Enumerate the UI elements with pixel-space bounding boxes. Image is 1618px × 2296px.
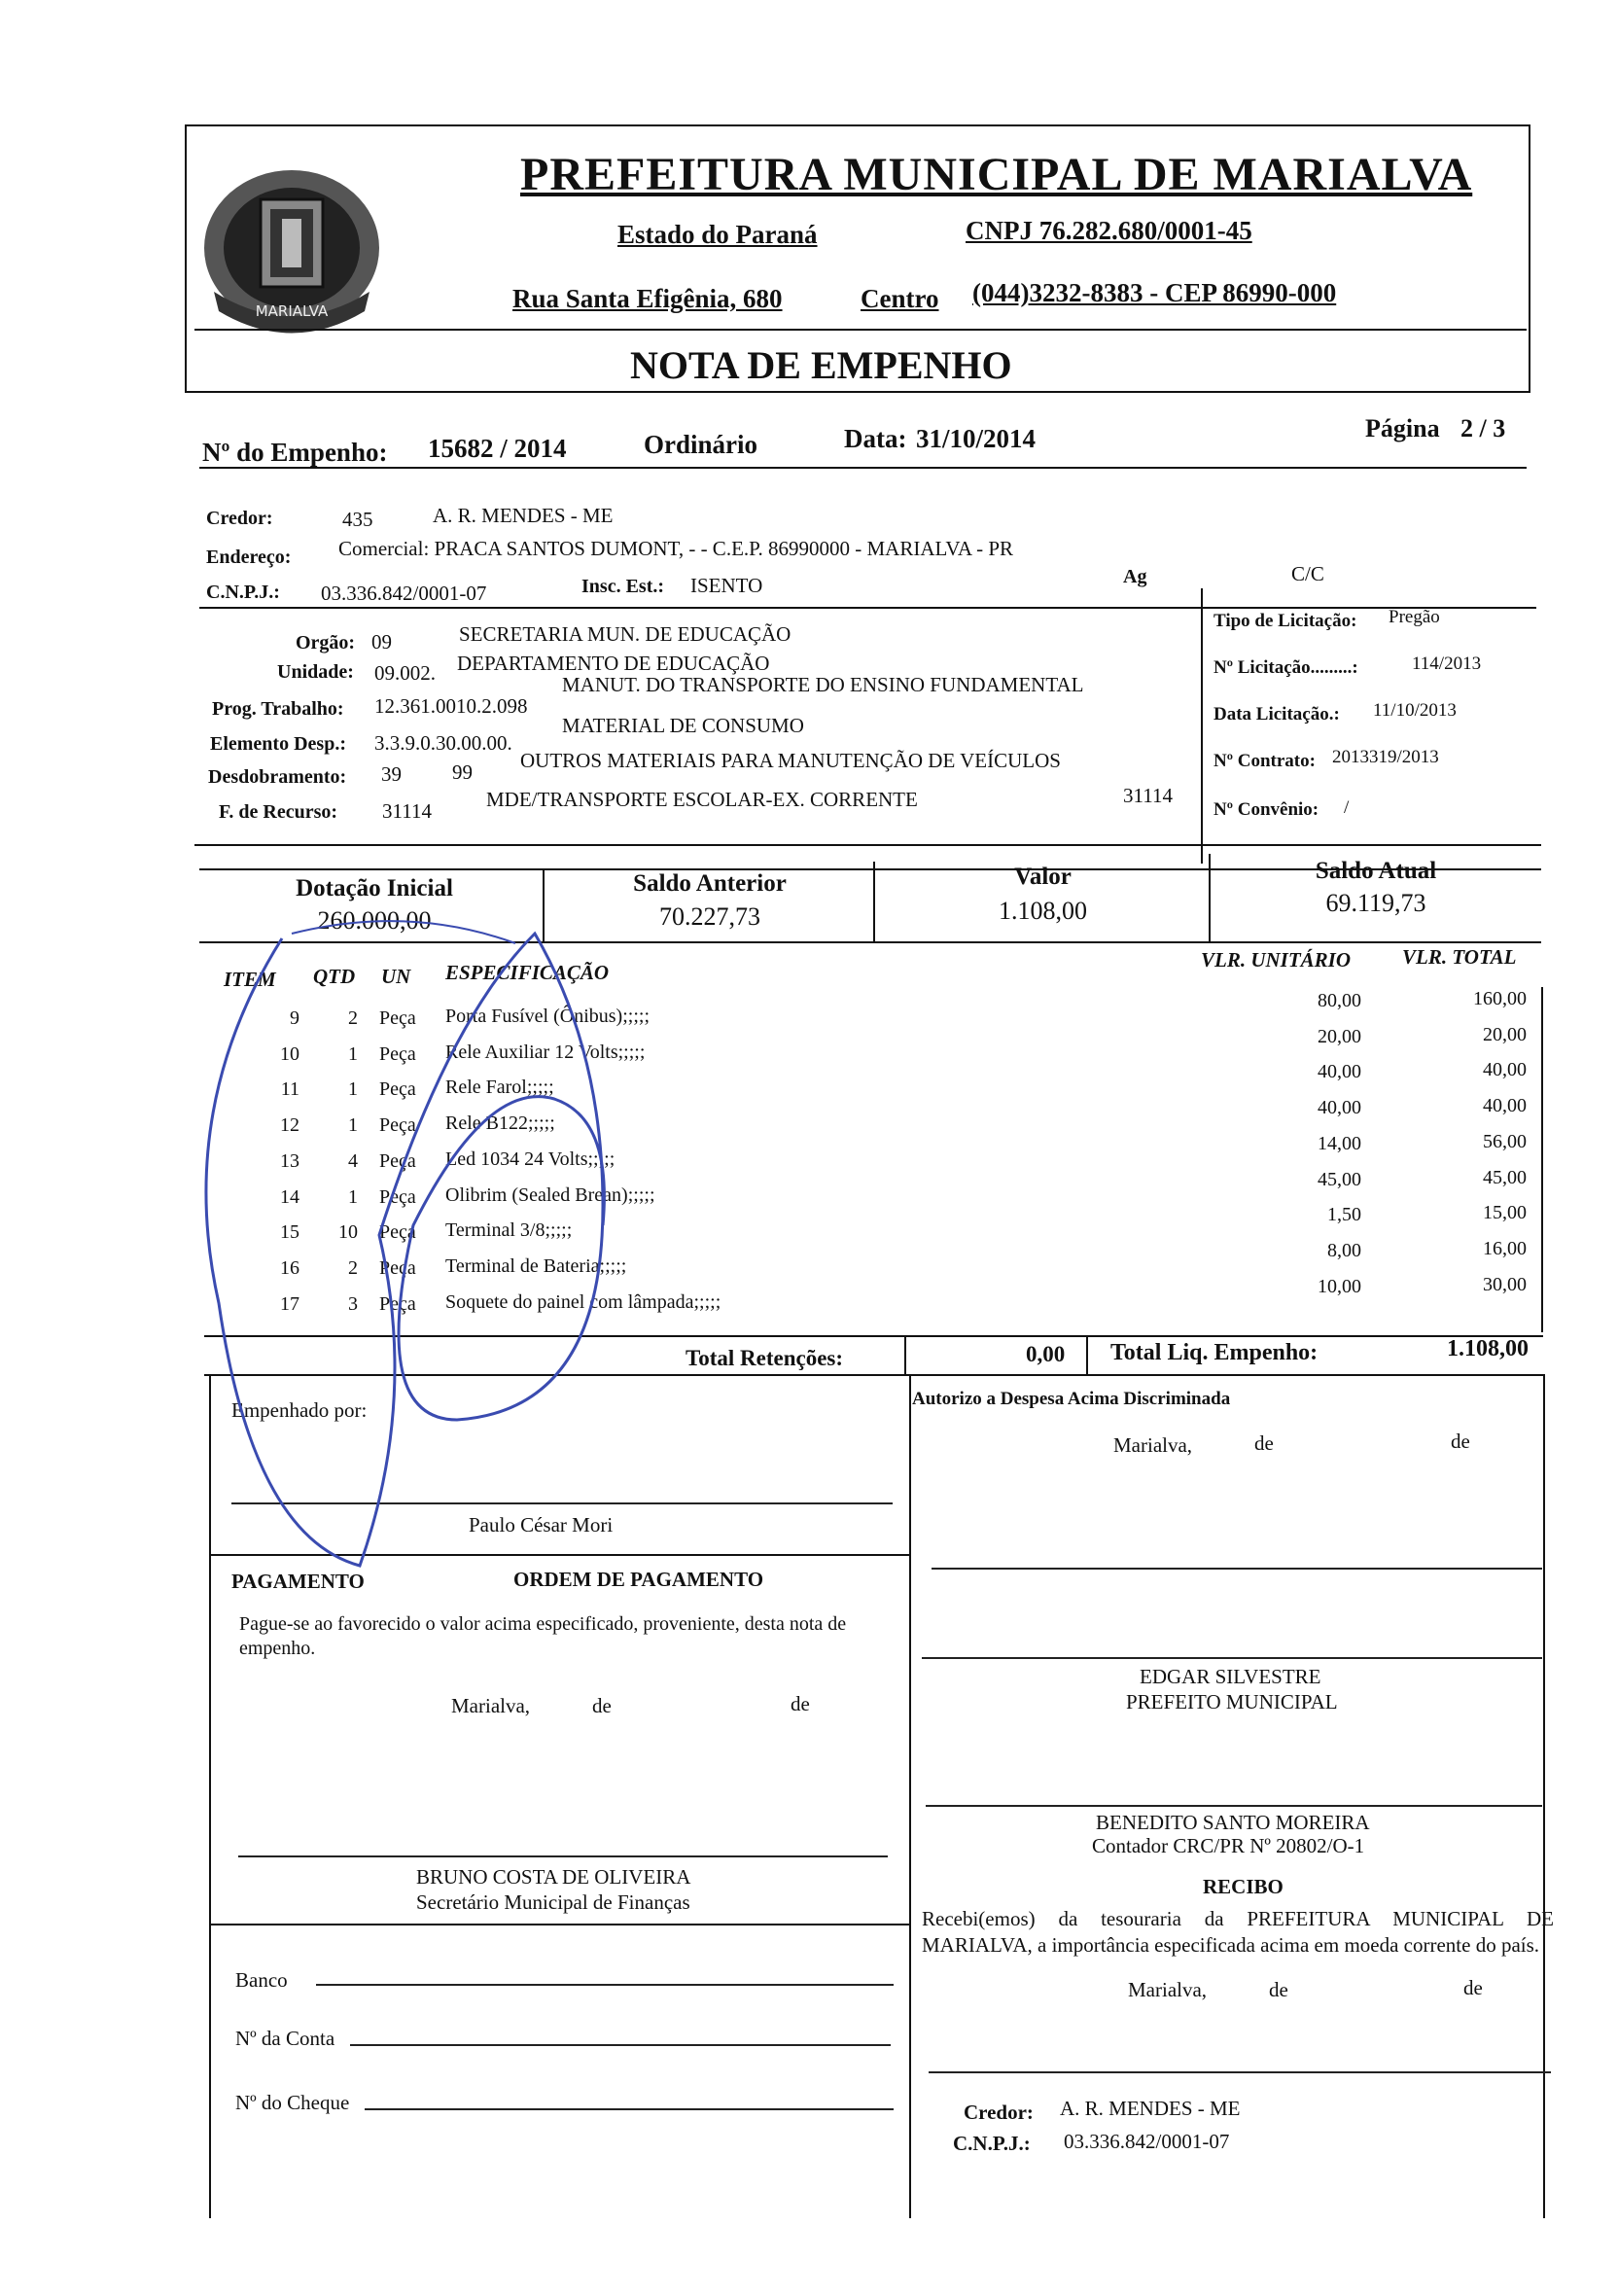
state-label: Estado do Paraná (617, 220, 818, 249)
col-item-header: ITEM (224, 968, 276, 991)
autorizo-local: Marialva, (1113, 1433, 1193, 1457)
recibo-credor-label: Credor: (964, 2101, 1034, 2124)
total-retencoes-value: 0,00 (1026, 1342, 1066, 1366)
contador-role: Contador CRC/PR Nº 20802/O-1 (1092, 1834, 1365, 1857)
col-qtd-header: QTD (313, 965, 356, 988)
endereco-label: Endereço: (206, 547, 292, 568)
licitacao-data: 11/10/2013 (1373, 700, 1457, 721)
valor-label: Valor (1014, 864, 1072, 890)
item-item: 13 (280, 1150, 299, 1172)
conta-label: Nº da Conta (235, 2027, 335, 2050)
total-liq-label: Total Liq. Empenho: (1110, 1340, 1319, 1365)
item-total: 15,00 (1483, 1202, 1527, 1223)
item-item: 11 (280, 1078, 299, 1100)
recibo-cnpj-label: C.N.P.J.: (953, 2132, 1031, 2155)
recibo-local: Marialva, (1128, 1978, 1208, 2001)
item-item: 15 (280, 1221, 299, 1243)
recibo-de-1: de (1269, 1978, 1288, 2001)
district-label: Centro (861, 284, 939, 313)
item-un: Peça (379, 1078, 416, 1100)
item-total: 30,00 (1483, 1274, 1527, 1295)
coat-of-arms-icon (194, 156, 389, 350)
licitacao-num: 114/2013 (1412, 653, 1482, 674)
item-total: 45,00 (1483, 1167, 1527, 1188)
convenio-label: Nº Convênio: (1214, 799, 1319, 820)
total-liq-value: 1.108,00 (1447, 1336, 1529, 1361)
item-unit: 80,00 (1318, 990, 1361, 1011)
item-item: 10 (280, 1043, 299, 1065)
saldo-anterior-label: Saldo Anterior (633, 870, 787, 897)
prog-label: Prog. Trabalho: (212, 698, 344, 720)
item-unit: 8,00 (1327, 1240, 1361, 1261)
saldo-atual-label: Saldo Atual (1315, 858, 1437, 884)
credor-name: A. R. MENDES - ME (433, 504, 614, 527)
empenho-number: 15682 / 2014 (428, 434, 567, 463)
orgao-name: SECRETARIA MUN. DE EDUCAÇÃO (459, 622, 791, 646)
item-item: 17 (280, 1293, 299, 1315)
endereco-value: Comercial: PRACA SANTOS DUMONT, - - C.E.P. 86990000 - MARIALVA - PR (338, 537, 1014, 560)
item-un: Peça (379, 1257, 416, 1279)
recibo-label: RECIBO (1203, 1875, 1284, 1898)
desdobramento-code1: 39 (381, 762, 402, 786)
item-desc: Soquete do painel com lâmpada;;;;; (445, 1291, 721, 1313)
item-un: Peça (379, 1186, 416, 1208)
insc-label: Insc. Est.: (581, 576, 665, 597)
elemento-name: MATERIAL DE CONSUMO (562, 714, 804, 737)
item-unit: 20,00 (1318, 1026, 1361, 1047)
col-unitario-header: VLR. UNITÁRIO (1201, 948, 1352, 971)
pagamento-label: PAGAMENTO (231, 1570, 365, 1593)
item-qtd: 3 (348, 1293, 358, 1315)
item-total: 160,00 (1473, 988, 1527, 1009)
item-qtd: 2 (348, 1007, 358, 1029)
autorizo-de-2: de (1451, 1430, 1470, 1453)
licitacao-tipo: Pregão (1389, 607, 1440, 627)
item-total: 20,00 (1483, 1024, 1527, 1045)
dotacao-label: Dotação Inicial (296, 875, 453, 901)
banco-label: Banco (235, 1968, 288, 1992)
item-un: Peça (379, 1114, 416, 1136)
col-espec-header: ESPECIFICAÇÃO (445, 961, 610, 984)
cnpj-label: CNPJ 76.282.680/0001-45 (966, 216, 1252, 245)
licitacao-num-label: Nº Licitação.........: (1214, 657, 1358, 678)
credor-label: Credor: (206, 508, 273, 529)
contador-name: BENEDITO SANTO MOREIRA (1096, 1811, 1370, 1834)
item-qtd: 1 (348, 1078, 358, 1100)
item-un: Peça (379, 1007, 416, 1029)
handwritten-signature-icon (194, 914, 681, 1614)
ordem-pagamento-label: ORDEM DE PAGAMENTO (513, 1568, 764, 1591)
item-qtd: 2 (348, 1257, 358, 1279)
ordem-de-2: de (791, 1692, 810, 1715)
seal-text: MARIALVA (255, 302, 329, 320)
item-unit: 14,00 (1318, 1133, 1361, 1154)
item-desc: Terminal 3/8;;;;; (445, 1219, 573, 1241)
convenio-value: / (1344, 797, 1350, 818)
ordem-local: Marialva, (451, 1694, 531, 1717)
phone-cep-label: (044)3232-8383 - CEP 86990-000 (972, 278, 1337, 307)
item-item: 9 (290, 1007, 299, 1029)
col-total-header: VLR. TOTAL (1402, 945, 1517, 969)
item-total: 16,00 (1483, 1238, 1527, 1259)
item-desc: Terminal de Bateria;;;;; (445, 1255, 627, 1277)
fonte-code: 31114 (382, 799, 432, 823)
cheque-label: Nº do Cheque (235, 2091, 350, 2114)
item-total: 56,00 (1483, 1131, 1527, 1152)
empenhado-por-label: Empenhado por: (231, 1398, 368, 1422)
recibo-de-2: de (1463, 1976, 1483, 1999)
page-number-label: Página (1365, 414, 1440, 442)
doc-title: NOTA DE EMPENHO (630, 343, 1012, 387)
licitacao-tipo-label: Tipo de Licitação: (1214, 611, 1357, 631)
empenho-type: Ordinário (644, 430, 758, 459)
empenho-date-label: Data: (844, 424, 907, 453)
col-un-header: UN (381, 965, 411, 988)
unidade-code: 09.002. (374, 661, 436, 685)
recibo-cnpj-value: 03.336.842/0001-07 (1064, 2130, 1230, 2153)
elemento-label: Elemento Desp.: (210, 733, 346, 755)
prefeito-role: PREFEITO MUNICIPAL (1126, 1690, 1338, 1713)
item-unit: 10,00 (1318, 1276, 1361, 1297)
item-unit: 1,50 (1327, 1204, 1361, 1225)
fonte-name: MDE/TRANSPORTE ESCOLAR-EX. CORRENTE (486, 788, 918, 811)
page-title: PREFEITURA MUNICIPAL DE MARIALVA (520, 149, 1473, 200)
item-unit: 40,00 (1318, 1097, 1361, 1118)
street-label: Rua Santa Efigênia, 680 (512, 284, 783, 313)
item-unit: 45,00 (1318, 1169, 1361, 1190)
cnpj-credor-value: 03.336.842/0001-07 (321, 582, 487, 605)
autorizo-de-1: de (1254, 1431, 1274, 1455)
item-total: 40,00 (1483, 1095, 1527, 1116)
item-qtd: 1 (348, 1043, 358, 1065)
page-number: 2 / 3 (1460, 414, 1506, 442)
item-qtd: 10 (338, 1221, 358, 1243)
item-un: Peça (379, 1293, 416, 1315)
item-unit: 40,00 (1318, 1061, 1361, 1082)
contrato-label: Nº Contrato: (1214, 751, 1316, 771)
valor-value: 1.108,00 (999, 897, 1087, 925)
item-total: 40,00 (1483, 1059, 1527, 1080)
item-desc: Porta Fusível (Ônibus);;;;; (445, 1006, 650, 1027)
item-desc: Rele Farol;;;;; (445, 1077, 554, 1098)
recibo-credor-name: A. R. MENDES - ME (1060, 2097, 1241, 2120)
desdobramento-code2: 99 (452, 760, 473, 784)
credor-code: 435 (342, 508, 373, 531)
unidade-label: Unidade: (277, 661, 354, 683)
licitacao-data-label: Data Licitação.: (1214, 704, 1340, 724)
item-desc: Olibrim (Sealed Brean);;;;; (445, 1184, 655, 1206)
item-qtd: 4 (348, 1150, 358, 1172)
total-retencoes-label: Total Retenções: (686, 1346, 844, 1370)
item-desc: Rele Auxiliar 12 Volts;;;;; (445, 1042, 646, 1063)
desdobramento-label: Desdobramento: (208, 766, 347, 788)
recibo-text: Recebi(emos) da tesouraria da PREFEITURA MUNICIPAL DE MARIALVA, a importância especificada acima em moeda corrente do país. (922, 1907, 1554, 1957)
item-item: 14 (280, 1186, 299, 1208)
empenho-number-label: Nº do Empenho: (202, 438, 388, 467)
empenhado-por-name: Paulo César Mori (469, 1513, 614, 1537)
item-qtd: 1 (348, 1186, 358, 1208)
fonte-label: F. de Recurso: (219, 801, 338, 823)
cc-label: C/C (1291, 562, 1324, 585)
fonte-code-2: 31114 (1123, 784, 1173, 807)
item-desc: Led 1034 24 Volts;;;;; (445, 1148, 616, 1170)
item-un: Peça (379, 1043, 416, 1065)
item-un: Peça (379, 1221, 416, 1243)
secretario-name: BRUNO COSTA DE OLIVEIRA (416, 1865, 691, 1889)
item-item: 12 (280, 1114, 299, 1136)
desdobramento-name: OUTROS MATERIAIS PARA MANUTENÇÃO DE VEÍCULOS (520, 749, 1061, 772)
saldo-atual-value: 69.119,73 (1325, 889, 1426, 917)
empenho-date: 31/10/2014 (916, 424, 1037, 453)
autorizo-label: Autorizo a Despesa Acima Discriminada (912, 1389, 1231, 1409)
prefeito-name: EDGAR SILVESTRE (1140, 1665, 1321, 1688)
dotacao-value: 260.000,00 (317, 906, 432, 935)
item-desc: Rele B122;;;;; (445, 1113, 555, 1134)
secretario-role: Secretário Municipal de Finanças (416, 1890, 690, 1914)
prog-code: 12.361.0010.2.098 (374, 694, 528, 718)
contrato-value: 2013319/2013 (1332, 747, 1439, 767)
insc-value: ISENTO (690, 574, 763, 597)
unidade-name: DEPARTAMENTO DE EDUCAÇÃO (457, 652, 770, 675)
ordem-pagamento-text: Pague-se ao favorecido o valor acima especificado, proveniente, desta nota de empenho. (239, 1613, 847, 1659)
cnpj-credor-label: C.N.P.J.: (206, 582, 280, 603)
orgao-label: Orgão: (296, 632, 356, 653)
orgao-code: 09 (371, 630, 392, 653)
elemento-code: 3.3.9.0.30.00.00. (374, 731, 512, 755)
ordem-de-1: de (592, 1694, 612, 1717)
ag-label: Ag (1123, 566, 1147, 587)
item-qtd: 1 (348, 1114, 358, 1136)
item-item: 16 (280, 1257, 299, 1279)
saldo-anterior-value: 70.227,73 (659, 902, 760, 931)
prog-name: MANUT. DO TRANSPORTE DO ENSINO FUNDAMENTAL (562, 673, 1084, 696)
item-un: Peça (379, 1150, 416, 1172)
